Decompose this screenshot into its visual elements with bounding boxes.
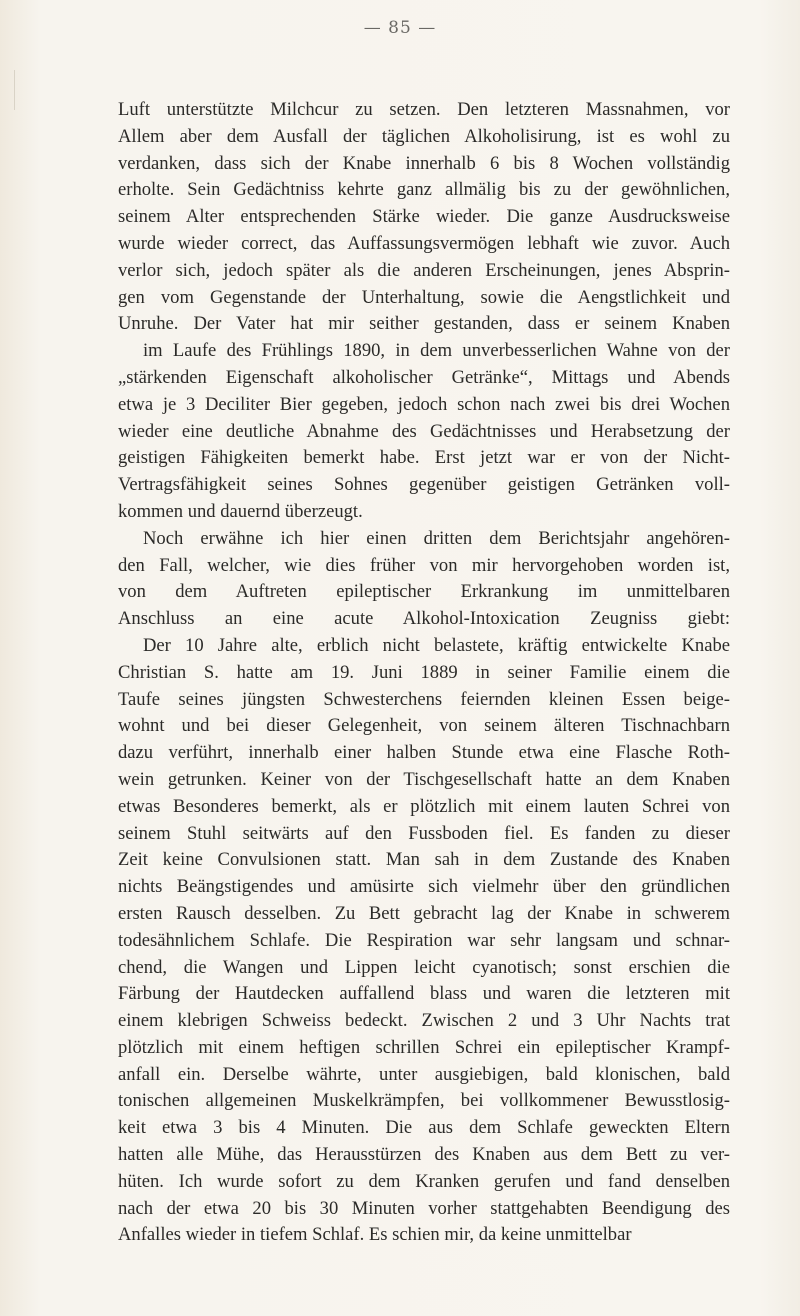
text-line: Taufe seines jüngsten Schwesterchens feiernden kleinen Essen beige- xyxy=(118,688,730,710)
text-line: wohnt und bei dieser Gelegenheit, von seinem älteren Tischnachbarn xyxy=(118,715,730,737)
page-number: — 85 — xyxy=(363,18,437,38)
text-line: erholte. Sein Gedächtniss kehrte ganz allmälig bis zu der gewöhnlichen, xyxy=(118,179,730,201)
text-line: Allem aber dem Ausfall der täglichen Alkoholisirung, ist es wohl zu xyxy=(118,125,730,147)
text-line: kommen und dauernd überzeugt. xyxy=(118,500,363,522)
text-line: im Laufe des Frühlings 1890, in dem unverbesserlichen Wahne von der xyxy=(143,340,730,362)
text-line: Unruhe. Der Vater hat mir seither gestanden, dass er seinem Knaben xyxy=(118,313,730,335)
text-line: anfall ein. Derselbe währte, unter ausgiebigen, bald klonischen, bald xyxy=(118,1063,730,1085)
text-line: plötzlich mit einem heftigen schrillen Schrei ein epileptischer Krampf- xyxy=(118,1036,730,1058)
text-line: Vertragsfähigkeit seines Sohnes gegenüber geistigen Getränken voll- xyxy=(118,474,730,496)
text-line: verdanken, dass sich der Knabe innerhalb 6 bis 8 Wochen vollständig xyxy=(118,152,730,174)
text-line: keit etwa 3 bis 4 Minuten. Die aus dem Schlafe geweckten Eltern xyxy=(118,1117,730,1139)
text-line: „stärkenden Eigenschaft alkoholischer Getränke“, Mittags und Abends xyxy=(118,366,730,388)
text-line: Der 10 Jahre alte, erblich nicht belastete, kräftig entwickelte Knabe xyxy=(143,634,730,656)
text-line: einem klebrigen Schweiss bedeckt. Zwischen 2 und 3 Uhr Nachts trat xyxy=(118,1010,730,1032)
text-line: seinem Alter entsprechenden Stärke wieder. Die ganze Ausdrucksweise xyxy=(118,206,730,228)
text-line: Anfalles wieder in tiefem Schlaf. Es schien mir, da keine unmittelbar xyxy=(118,1224,632,1246)
text-line: Luft unterstützte Milchcur zu setzen. Den letzteren Massnahmen, vor xyxy=(118,99,730,120)
text-line: Noch erwähne ich hier einen dritten dem Berichtsjahr angehören- xyxy=(143,527,730,549)
text-line: hatten alle Mühe, das Herausstürzen des Knaben aus dem Bett zu ver- xyxy=(118,1144,730,1166)
text-line: Zeit keine Convulsionen statt. Man sah in dem Zustande des Knaben xyxy=(118,849,730,871)
text-line: Anschluss an eine acute Alkohol-Intoxication Zeugniss giebt: xyxy=(118,608,730,630)
text-line: gen vom Gegenstande der Unterhaltung, sowie die Aengstlichkeit und xyxy=(118,286,730,308)
text-line: verlor sich, jedoch später als die anderen Erscheinungen, jenes Absprin- xyxy=(118,259,730,281)
text-line: nach der etwa 20 bis 30 Minuten vorher stattgehabten Beendigung des xyxy=(118,1197,730,1219)
page-edge-shadow xyxy=(14,70,19,110)
text-line: wieder eine deutliche Abnahme des Gedächtnisses und Herabsetzung der xyxy=(118,420,730,442)
text-line: tonischen allgemeinen Muskelkrämpfen, bei vollkommener Bewusstlosig- xyxy=(118,1090,730,1112)
text-line: seinem Stuhl seitwärts auf den Fussboden fiel. Es fanden zu dieser xyxy=(118,822,730,844)
text-line: ersten Rausch desselben. Zu Bett gebracht lag der Knabe in schwerem xyxy=(118,902,730,924)
text-line: von dem Auftreten epileptischer Erkrankung im unmittelbaren xyxy=(118,581,730,603)
text-line: Christian S. hatte am 19. Juni 1889 in seiner Familie einem die xyxy=(118,661,730,683)
text-line: hüten. Ich wurde sofort zu dem Kranken gerufen und fand denselben xyxy=(118,1170,730,1192)
text-line: nichts Beängstigendes und amüsirte sich vielmehr über den gründlichen xyxy=(118,876,730,898)
body-text xyxy=(118,97,730,1249)
text-line: den Fall, welcher, wie dies früher von mir hervorgehoben worden ist, xyxy=(118,554,730,576)
text-line: dazu verführt, innerhalb einer halben Stunde etwa eine Flasche Roth- xyxy=(118,742,730,764)
text-line: etwa je 3 Deciliter Bier gegeben, jedoch schon nach zwei bis drei Wochen xyxy=(118,393,730,415)
text-line: wurde wieder correct, das Auffassungsvermögen lebhaft wie zuvor. Auch xyxy=(118,232,730,254)
text-line: todesähnlichem Schlafe. Die Respiration war sehr langsam und schnar- xyxy=(118,929,730,951)
text-line: chend, die Wangen und Lippen leicht cyanotisch; sonst erschien die xyxy=(118,956,730,978)
text-line: wein getrunken. Keiner von der Tischgesellschaft hatte an dem Knaben xyxy=(118,768,730,790)
text-line: etwas Besonderes bemerkt, als er plötzlich mit einem lauten Schrei von xyxy=(118,795,730,817)
text-line: geistigen Fähigkeiten bemerkt habe. Erst jetzt war er von der Nicht- xyxy=(118,447,730,469)
text-line: Färbung der Hautdecken auffallend blass und waren die letzteren mit xyxy=(118,983,730,1005)
